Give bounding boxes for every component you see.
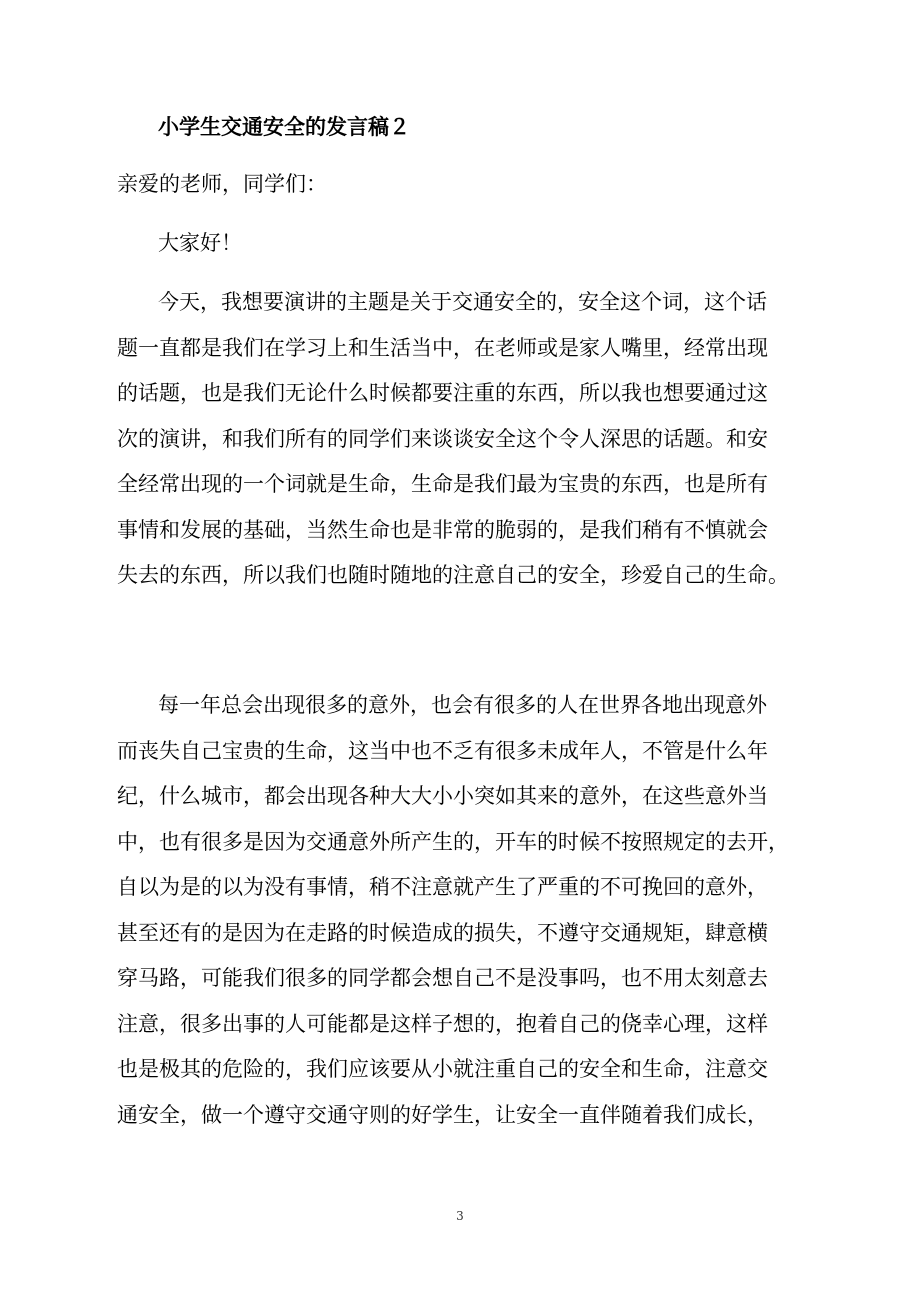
- paragraph-line: 穿马路，可能我们很多的同学都会想自己不是没事吗，也不用太刻意去: [117, 966, 768, 990]
- salutation: 亲爱的老师，同学们：: [117, 172, 327, 196]
- paragraph-line: 注意，很多出事的人可能都是这样子想的，抱着自己的侥幸心理，这样: [117, 1011, 768, 1036]
- document-title: 小学生交通安全的发言稿２: [158, 114, 410, 139]
- paragraph-line: 自以为是的以为没有事情，稍不注意就产生了严重的不可挽回的意外，: [117, 875, 768, 899]
- paragraph-line: 每一年总会出现很多的意外，也会有很多的人在世界各地出现意外: [158, 693, 767, 717]
- page-number: 3: [456, 1209, 464, 1223]
- paragraph-line: 今天，我想要演讲的主题是关于交通安全的，安全这个词，这个话: [158, 290, 767, 314]
- paragraph-1: [117, 286, 807, 605]
- paragraph-line: 中，也有很多是因为交通意外所产生的，开车的时候不按照规定的去开，: [117, 829, 789, 854]
- paragraph-line: 纪，什么城市，都会出现各种大大小小突如其来的意外，在这些意外当: [117, 784, 768, 808]
- paragraph-line: 事情和发展的基础，当然生命也是非常的脆弱的，是我们稍有不慎就会: [117, 517, 768, 542]
- paragraph-line: 通安全，做一个遵守交通守则的好学生，让安全一直伴随着我们成长，: [117, 1102, 768, 1127]
- paragraph-line: 题一直都是我们在学习上和生活当中，在老师或是家人嘴里，经常出现: [117, 335, 768, 360]
- paragraph-line: 也是极其的危险的，我们应该要从小就注重自己的安全和生命，注意交: [117, 1057, 768, 1081]
- paragraph-line: 次的演讲，和我们所有的同学们来谈谈安全这个令人深思的话题。和安: [117, 426, 768, 451]
- paragraph-line: 失去的东西，所以我们也随时随地的注意自己的安全，珍爱自己的生命。: [117, 563, 789, 587]
- paragraph-line: 全经常出现的一个词就是生命，生命是我们最为宝贵的东西，也是所有: [117, 472, 768, 496]
- paragraph-line: 甚至还有的是因为在走路的时候造成的损失，不遵守交通规矩，肆意横: [117, 920, 768, 945]
- paragraph-line: 而丧失自己宝贵的生命，这当中也不乏有很多未成年人，不管是什么年: [117, 738, 768, 763]
- paragraph-line: 的话题，也是我们无论什么时候都要注重的东西，所以我也想要通过这: [117, 381, 768, 405]
- greeting: 大家好！: [158, 231, 242, 255]
- paragraph-2: [117, 689, 807, 1144]
